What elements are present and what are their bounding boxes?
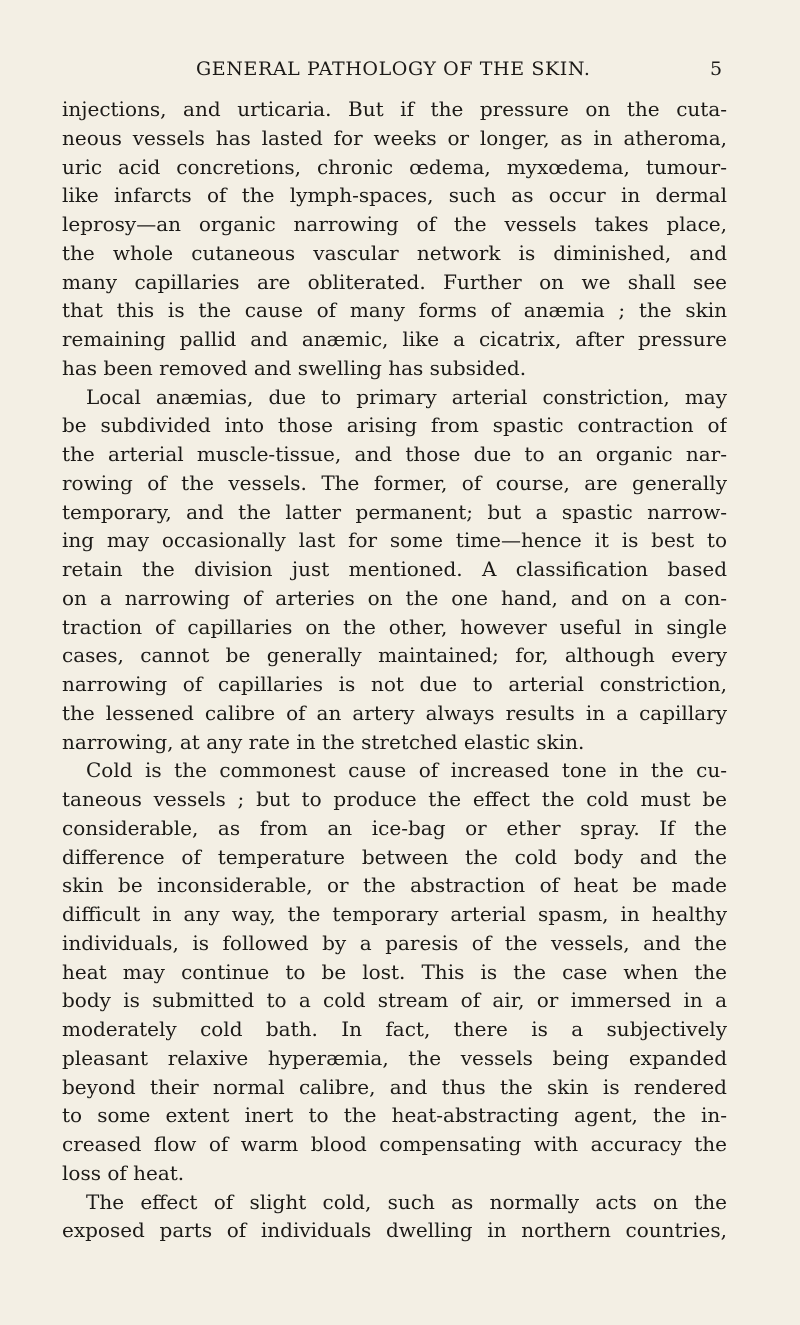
text-line: considerable, as from an ice-bag or ether spray. If the bbox=[62, 815, 727, 840]
text-line: retain the division just mentioned. A classification based bbox=[62, 557, 727, 581]
text-line: Cold is the commonest cause of increased tone in the cu- bbox=[86, 758, 727, 783]
text-line: traction of capillaries on the other, however useful in single bbox=[62, 614, 727, 639]
text-line: ing may occasionally last for some time—hence it is best to bbox=[62, 528, 727, 553]
text-line: has been removed and swelling has subsided. bbox=[62, 355, 527, 380]
text-line: cases, cannot be generally maintained; for, although every bbox=[62, 643, 727, 668]
text-line: The effect of slight cold, such as normally acts on the bbox=[86, 1189, 727, 1214]
text-line: to some extent inert to the heat-abstracting agent, the in- bbox=[62, 1103, 727, 1128]
text-line: heat may continue to be lost. This is the case when the bbox=[62, 959, 727, 984]
text-line: loss of heat. bbox=[62, 1160, 185, 1185]
text-line: moderately cold bath. In fact, there is a subjectively bbox=[62, 1017, 727, 1041]
text-line: on a narrowing of arteries on the one hand, and on a con- bbox=[62, 585, 727, 610]
text-line: Local anæmias, due to primary arterial constriction, may bbox=[86, 384, 727, 409]
text-line: like infarcts of the lymph-spaces, such as occur in dermal bbox=[62, 183, 727, 208]
text-line: pleasant relaxive hyperæmia, the vessels being expanded bbox=[62, 1045, 727, 1070]
text-line: difference of temperature between the cold body and the bbox=[62, 844, 727, 869]
body-text bbox=[62, 95, 727, 1245]
text-line: the lessened calibre of an artery always results in a capillary bbox=[62, 700, 727, 725]
text-line: temporary, and the latter permanent; but a spastic narrow- bbox=[62, 499, 727, 524]
text-line: individuals, is followed by a paresis of the vessels, and the bbox=[62, 930, 727, 955]
text-line: taneous vessels ; but to produce the effect the cold must be bbox=[62, 787, 727, 811]
running-head bbox=[0, 58, 800, 88]
text-line: body is submitted to a cold stream of air, or immersed in a bbox=[62, 988, 727, 1013]
text-line: the whole cutaneous vascular network is diminished, and bbox=[62, 240, 727, 265]
text-line: leprosy—an organic narrowing of the vessels takes place, bbox=[62, 212, 727, 236]
text-line: remaining pallid and anæmic, like a cicatrix, after pressure bbox=[62, 327, 727, 351]
text-line: be subdivided into those arising from spastic contraction of bbox=[62, 413, 727, 438]
text-line: uric acid concretions, chronic œdema, myxœdema, tumour- bbox=[62, 154, 727, 179]
text-line: rowing of the vessels. The former, of course, are generally bbox=[62, 470, 727, 495]
running-title: GENERAL PATHOLOGY OF THE SKIN. bbox=[196, 58, 591, 80]
text-line: beyond their normal calibre, and thus the skin is rendered bbox=[62, 1074, 727, 1099]
text-line: neous vessels has lasted for weeks or longer, as in atheroma, bbox=[62, 125, 727, 150]
text-line: many capillaries are obliterated. Further on we shall see bbox=[62, 269, 727, 294]
text-line: difficult in any way, the temporary arterial spasm, in healthy bbox=[62, 902, 727, 926]
text-line: skin be inconsiderable, or the abstraction of heat be made bbox=[62, 873, 727, 898]
text-line: the arterial muscle-tissue, and those due to an organic nar- bbox=[62, 442, 727, 466]
page-number: 5 bbox=[710, 58, 723, 80]
text-line: exposed parts of individuals dwelling in northern countries, bbox=[62, 1218, 727, 1243]
text-line: narrowing of capillaries is not due to arterial constriction, bbox=[62, 672, 727, 696]
text-line: creased flow of warm blood compensating with accuracy the bbox=[62, 1132, 727, 1156]
text-line: narrowing, at any rate in the stretched elastic skin. bbox=[62, 729, 585, 754]
text-line: injections, and urticaria. But if the pressure on the cuta- bbox=[62, 97, 727, 121]
text-line: that this is the cause of many forms of anæmia ; the skin bbox=[62, 298, 727, 323]
